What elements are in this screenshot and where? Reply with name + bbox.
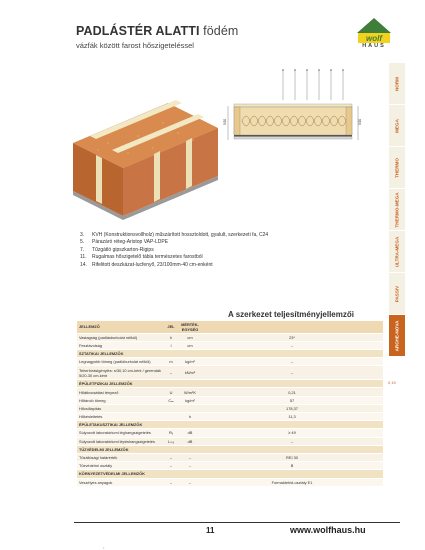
dim-left-label: 5/20 — [223, 118, 227, 125]
table-row: Súlyozott laboratóriumi lépéshangszigetelés Lₙ,ᵥ dB – — [77, 437, 383, 445]
table-section-row: ÉPÜLETFIZIKAI JELLEMZŐK — [77, 380, 383, 388]
logo-roof — [357, 18, 391, 33]
floor-3d-block — [73, 100, 218, 220]
footer-divider — [74, 522, 400, 523]
tab-mega[interactable]: MEGA — [389, 105, 405, 147]
table-row: Hőkésleltetés h 11,3 — [77, 413, 383, 421]
legend-item: 3. KVH (Konstruktionsvollholz) műszárított hossztoldott, gyalult, szerkezeti fa, C24 — [80, 232, 269, 238]
page-number: 11 — [206, 526, 215, 535]
edge-mark: • — [103, 545, 105, 550]
table-row: Veszélyes anyagok – – Formaldehid-osztály E1 — [77, 478, 383, 486]
tab-thermo-mega[interactable]: THERMO-MEGA — [389, 189, 405, 231]
tab-norm[interactable]: NORM — [389, 63, 405, 105]
table-row: Tűzvédelmi osztály – – B — [77, 462, 383, 470]
table-row: Hőcsillapítás 178,37 — [77, 404, 383, 412]
performance-table — [77, 321, 383, 487]
table-row: Vastagság (padlásburkolat nélkül) h cm 23* — [77, 333, 383, 341]
construction-illustrations — [68, 58, 388, 233]
tab-passiv[interactable]: PASSIV — [389, 273, 405, 315]
legend-item: 14. Rifelitott deszkázat-lucfenyő, 23/100mm-40 cm-enként — [80, 261, 213, 268]
table-row: Súlyozott laboratóriumi léghangszigetelés Rᵥ dB ≥ 49 — [77, 429, 383, 437]
legend-item: 11. Rugalmas hőszigetelő tábla természetes farostból — [80, 254, 203, 261]
table-row: Legnagyobb tömeg (padlóburkolat nélkül) m kg/m² – — [77, 358, 383, 366]
tab-ultra-mega[interactable]: ULTRA-MEGA — [389, 231, 405, 273]
table-section-row: SZTATIKAI JELLEMZŐK — [77, 349, 383, 357]
page-subtitle: vázfák között farost hőszigeteléssel — [76, 41, 194, 50]
dim-right-label: 5/20 — [358, 118, 362, 125]
table-section-row: TŰZVÉDELMI JELLEMZŐK — [77, 445, 383, 453]
side-note-value: 0,19 — [388, 380, 396, 385]
system-tabs — [389, 63, 405, 357]
table-section-row: KÖRNYEZETVÉDELMI JELLEMZŐK — [77, 470, 383, 478]
cross-section-drawing — [223, 69, 362, 140]
table-row: Fesztávolság l cm – — [77, 341, 383, 349]
material-legend — [80, 232, 268, 269]
table-section-row: ÉPÜLETAKUSZTIKAI JELLEMZŐK — [77, 421, 383, 429]
website-link[interactable]: www.wolfhaus.hu — [290, 525, 366, 535]
tab-arche-nova[interactable]: ARCHE-NOVA — [389, 315, 405, 357]
table-header: JELLEMZŐ JEL MÉRTÉK-EGYSÉG — [77, 321, 383, 333]
legend-item: 5. Párazáró réteg-Aristop VAP-LDPE — [80, 239, 169, 246]
table-row: Hőátbocsátási tényező U W/m²K 0,21 — [77, 388, 383, 396]
svg-text:wolf: wolf — [366, 34, 382, 43]
table-row: Hőtároló tömeg Cₘ kg/m² 57 — [77, 396, 383, 404]
legend-item: 7. Tűzgátló gipszkarton-Rigips — [80, 246, 154, 253]
logo-text: HAUS — [362, 43, 386, 49]
table-row: Tűzállósági határérték – – REI 30 — [77, 453, 383, 461]
tab-thermo[interactable]: THERMO — [389, 147, 405, 189]
table-row: Teherbírásigénylés: s/30,10 cm-ként / gerendák 5/20-30 cm-ként – kN/m² – — [77, 366, 383, 380]
performance-title: A szerkezet teljesítményjellemzői — [228, 310, 354, 319]
page-title: PADLÁSTÉR ALATTI födém — [76, 24, 239, 38]
